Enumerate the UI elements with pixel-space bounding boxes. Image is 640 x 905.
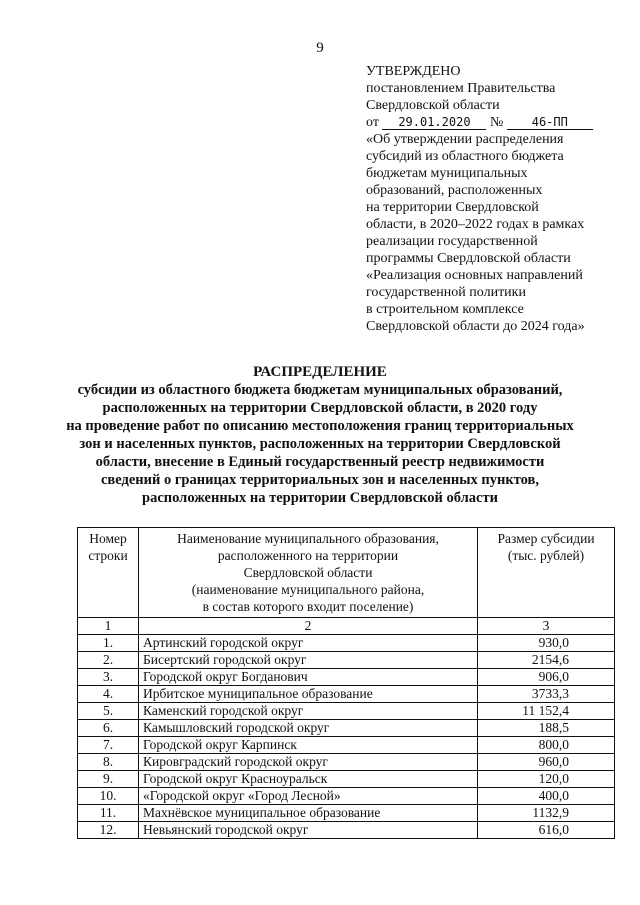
subsidy-amount-cell: 960,0 xyxy=(478,754,615,771)
title-text xyxy=(60,381,580,507)
subsidy-amount-cell: 2154,6 xyxy=(478,652,615,669)
row-number-cell: 5. xyxy=(78,703,139,720)
subsidy-amount-cell: 1132,9 xyxy=(478,805,615,822)
approval-subject-line: субсидий из областного бюджета xyxy=(366,149,564,164)
table-row xyxy=(78,635,615,652)
subsidy-amount-cell: 188,5 xyxy=(478,720,615,737)
approval-subject-line: программы Свердловской области xyxy=(366,251,571,266)
table-row xyxy=(78,669,615,686)
title-line: на проведение работ по описанию местоположения границ территориальных xyxy=(66,418,574,434)
approval-subject-line: области, в 2020–2022 годах в рамках xyxy=(366,217,585,232)
municipality-name-cell: Городской округ Богданович xyxy=(139,669,478,686)
municipality-name-cell: «Городской округ «Город Лесной» xyxy=(139,788,478,805)
row-number-cell: 8. xyxy=(78,754,139,771)
approval-line: Свердловской области xyxy=(366,98,500,113)
table-row xyxy=(78,805,615,822)
title-main: РАСПРЕДЕЛЕНИЕ xyxy=(253,364,387,380)
approval-subject-line: государственной политики xyxy=(366,285,526,300)
table-row xyxy=(78,737,615,754)
document-title xyxy=(60,363,580,507)
table-row xyxy=(78,703,615,720)
header-line: Свердловской области xyxy=(243,565,373,580)
title-line: субсидии из областного бюджета бюджетам муниципальных образований, xyxy=(77,382,563,398)
table-row xyxy=(78,822,615,839)
municipality-name-cell: Махнёвское муниципальное образование xyxy=(139,805,478,822)
column-index-row xyxy=(78,618,615,635)
table-row xyxy=(78,720,615,737)
row-number-cell: 12. xyxy=(78,822,139,839)
approval-subject-line: «Об утверждении распределения xyxy=(366,132,564,147)
table-row xyxy=(78,686,615,703)
municipality-name-cell: Городской округ Карпинск xyxy=(139,737,478,754)
approval-subject-line: «Реализация основных направлений xyxy=(366,268,583,283)
subsidy-amount-cell: 400,0 xyxy=(478,788,615,805)
row-number-cell: 6. xyxy=(78,720,139,737)
table-row xyxy=(78,771,615,788)
header-line: в состав которого входит поселение) xyxy=(202,599,414,614)
header-line: Наименование муниципального образования, xyxy=(177,531,439,546)
approval-date-line xyxy=(366,114,626,131)
subsidy-amount-cell: 3733,3 xyxy=(478,686,615,703)
header-municipality-name xyxy=(139,528,478,618)
date-prefix: от xyxy=(366,115,379,130)
subsidy-amount-cell: 906,0 xyxy=(478,669,615,686)
municipality-name-cell: Городской округ Красноуральск xyxy=(139,771,478,788)
page-number: 9 xyxy=(316,40,324,56)
number-prefix: № xyxy=(489,115,504,130)
approval-line: постановлением Правительства xyxy=(366,81,556,96)
header-line: расположенного на территории xyxy=(217,548,399,563)
title-line: зон и населенных пунктов, расположенных на территории Свердловской xyxy=(79,436,561,452)
title-line: области, внесение в Единый государственный реестр недвижимости xyxy=(95,454,545,470)
title-line: сведений о границах территориальных зон и населенных пунктов, xyxy=(101,472,539,488)
header-line: Размер субсидии xyxy=(497,531,595,546)
title-line: расположенных на территории Свердловской области xyxy=(142,490,498,506)
municipality-name-cell: Камышловский городской округ xyxy=(139,720,478,737)
header-line: Номер xyxy=(89,531,127,546)
header-line: (наименование муниципального района, xyxy=(191,582,425,597)
municipality-name-cell: Кировградский городской округ xyxy=(139,754,478,771)
table-row xyxy=(78,754,615,771)
header-line: (тыс. рублей) xyxy=(507,548,585,563)
approval-subject-line: реализации государственной xyxy=(366,234,538,249)
approval-subject-line: образований, расположенных xyxy=(366,183,543,198)
municipality-name-cell: Ирбитское муниципальное образование xyxy=(139,686,478,703)
header-row-number xyxy=(78,528,139,618)
subsidy-amount-cell: 930,0 xyxy=(478,635,615,652)
row-number-cell: 7. xyxy=(78,737,139,754)
municipality-name-cell: Бисертский городской округ xyxy=(139,652,478,669)
approval-subject xyxy=(366,131,626,335)
row-number-cell: 1. xyxy=(78,635,139,652)
approval-subject-line: Свердловской области до 2024 года» xyxy=(366,319,585,334)
table-header-row xyxy=(78,528,615,618)
subsidy-amount-cell: 11 152,4 xyxy=(478,703,615,720)
table-row xyxy=(78,652,615,669)
municipality-name-cell: Артинский городской округ xyxy=(139,635,478,652)
table-row xyxy=(78,788,615,805)
row-number-cell: 3. xyxy=(78,669,139,686)
subsidy-amount-cell: 616,0 xyxy=(478,822,615,839)
approval-number: 46-ПП xyxy=(507,115,593,130)
index-cell: 3 xyxy=(478,618,615,635)
subsidy-table xyxy=(77,527,615,839)
approval-subject-line: на территории Свердловской xyxy=(366,200,539,215)
subsidy-amount-cell: 800,0 xyxy=(478,737,615,754)
approval-subject-line: в строительном комплексе xyxy=(366,302,524,317)
approval-date: 29.01.2020 xyxy=(382,115,486,130)
index-cell: 2 xyxy=(139,618,478,635)
municipality-name-cell: Невьянский городской округ xyxy=(139,822,478,839)
row-number-cell: 9. xyxy=(78,771,139,788)
approval-subject-line: бюджетам муниципальных xyxy=(366,166,528,181)
subsidy-amount-cell: 120,0 xyxy=(478,771,615,788)
row-number-cell: 11. xyxy=(78,805,139,822)
row-number-cell: 2. xyxy=(78,652,139,669)
row-number-cell: 10. xyxy=(78,788,139,805)
approval-stamp xyxy=(366,63,626,335)
approval-status: УТВЕРЖДЕНО xyxy=(366,64,461,79)
title-line: расположенных на территории Свердловской области, в 2020 году xyxy=(102,400,538,416)
row-number-cell: 4. xyxy=(78,686,139,703)
header-line: строки xyxy=(88,548,128,563)
index-cell: 1 xyxy=(78,618,139,635)
header-subsidy-amount xyxy=(478,528,615,618)
municipality-name-cell: Каменский городской округ xyxy=(139,703,478,720)
